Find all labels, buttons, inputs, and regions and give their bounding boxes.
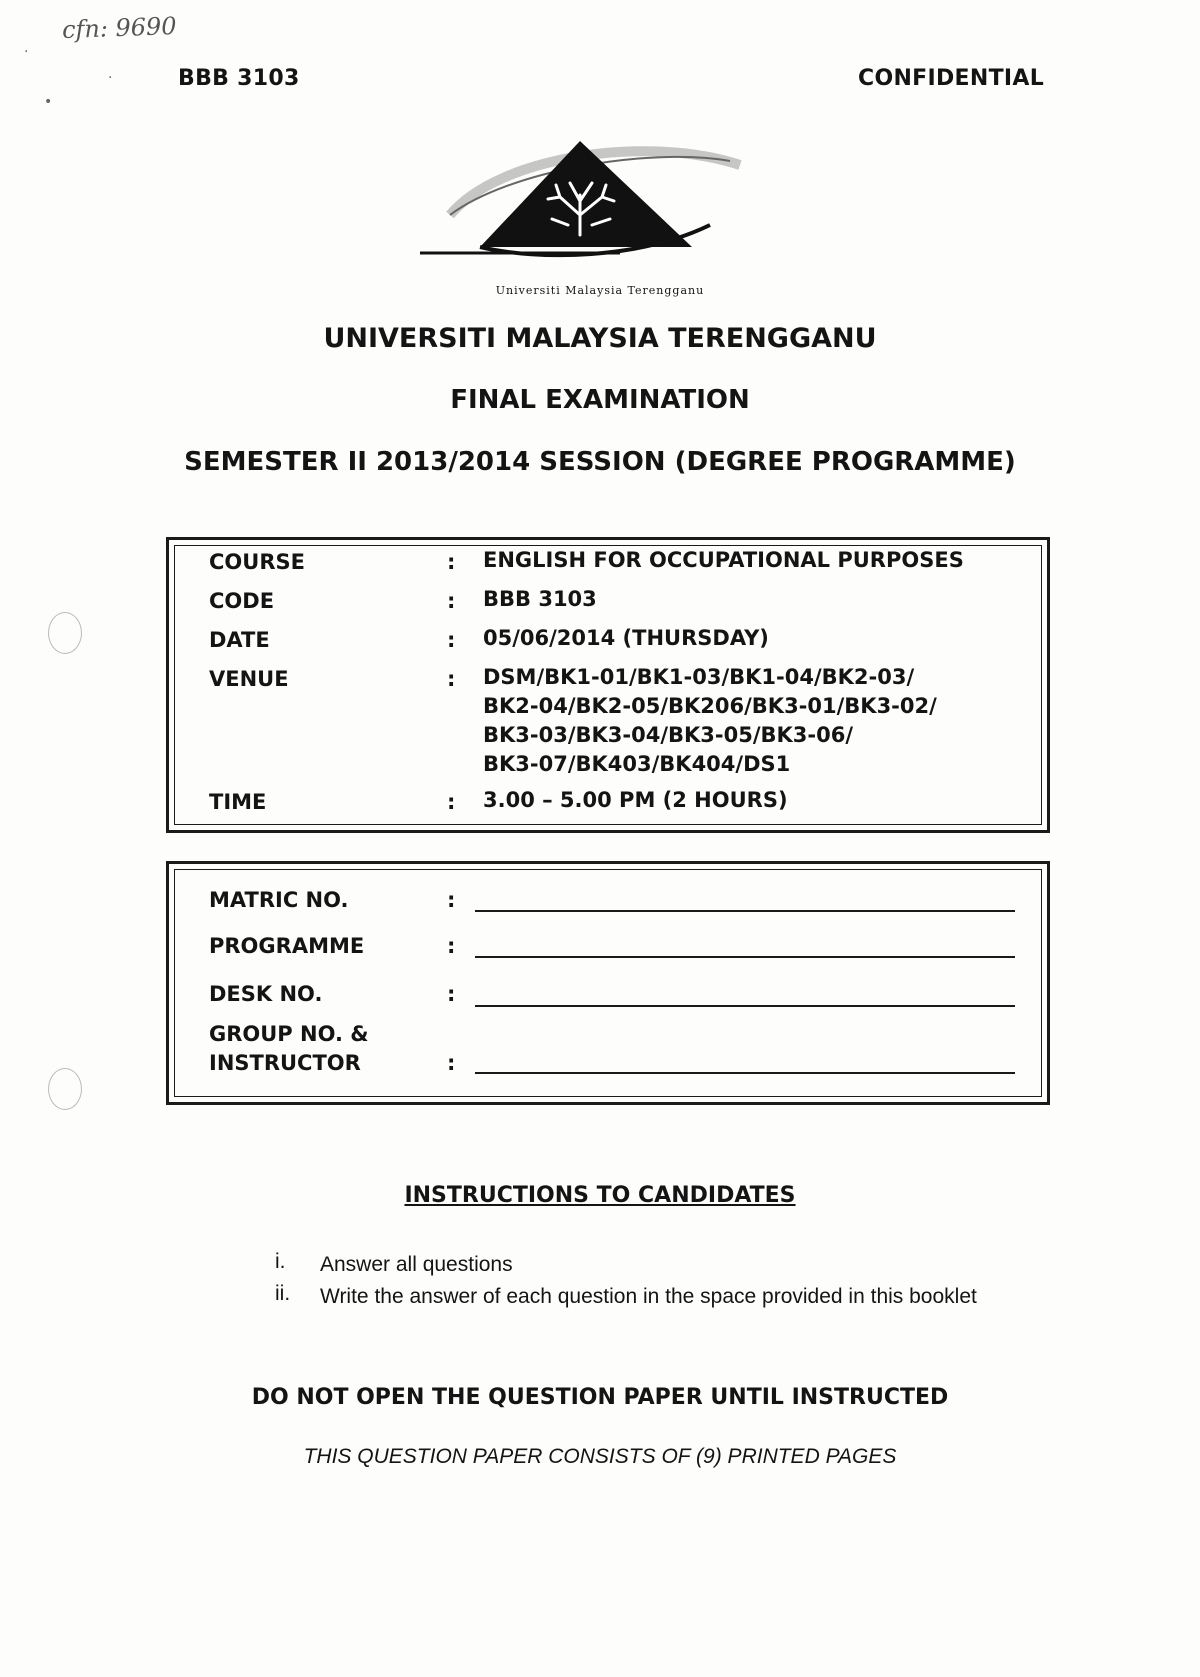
scan-speck: · [108, 70, 113, 86]
instruction-number: i. [275, 1250, 286, 1273]
programme-colon: : [447, 934, 456, 958]
candidate-form-box [166, 861, 1050, 1105]
group-label-line2: INSTRUCTOR [209, 1051, 361, 1075]
group-label-line1: GROUP NO. & [209, 1022, 369, 1046]
session-title: SEMESTER II 2013/2014 SESSION (DEGREE PROGRAMME) [184, 447, 1016, 477]
programme-field[interactable] [475, 956, 1015, 958]
venue-line: BK3-07/BK403/BK404/DS1 [483, 752, 791, 776]
venue-line: BK2-04/BK2-05/BK206/BK3-01/BK3-02/ [483, 694, 937, 718]
venue-line: BK3-03/BK3-04/BK3-05/BK3-06/ [483, 723, 854, 747]
desk-field[interactable] [475, 1005, 1015, 1007]
logo-caption: Universiti Malaysia Terengganu [495, 284, 705, 297]
matric-field[interactable] [475, 910, 1015, 912]
code-colon: : [447, 589, 456, 613]
do-not-open-warning: DO NOT OPEN THE QUESTION PAPER UNTIL INSTRUCTED [251, 1385, 949, 1410]
programme-label: PROGRAMME [209, 934, 365, 958]
university-logo [420, 135, 780, 275]
instruction-text: Write the answer of each question in the space provided in this booklet [320, 1285, 977, 1308]
course-colon: : [447, 550, 456, 574]
time-colon: : [447, 790, 456, 814]
instructions-heading: INSTRUCTIONS TO CANDIDATES [404, 1183, 796, 1208]
header-course-code: BBB 3103 [178, 66, 300, 91]
instruction-number: ii. [275, 1282, 291, 1305]
punch-hole [48, 612, 82, 654]
matric-label: MATRIC NO. [209, 888, 349, 912]
time-label: TIME [209, 790, 267, 814]
scan-speck: · [24, 44, 29, 60]
course-label: COURSE [209, 550, 305, 574]
venue-colon: : [447, 667, 456, 691]
page-count-note: THIS QUESTION PAPER CONSISTS OF (9) PRINTED PAGES [303, 1445, 897, 1468]
group-colon: : [447, 1051, 456, 1075]
date-value: 05/06/2014 (THURSDAY) [483, 626, 769, 650]
handwritten-note: cfn: 9690 [61, 12, 178, 44]
matric-colon: : [447, 888, 456, 912]
exam-title: FINAL EXAMINATION [450, 385, 750, 415]
course-value: ENGLISH FOR OCCUPATIONAL PURPOSES [483, 548, 964, 572]
instruction-text: Answer all questions [320, 1253, 513, 1276]
code-label: CODE [209, 589, 275, 613]
desk-label: DESK NO. [209, 982, 323, 1006]
date-colon: : [447, 628, 456, 652]
date-label: DATE [209, 628, 270, 652]
punch-hole [48, 1068, 82, 1110]
venue-label: VENUE [209, 667, 289, 691]
university-title: UNIVERSITI MALAYSIA TERENGGANU [323, 323, 877, 354]
code-value: BBB 3103 [483, 587, 597, 611]
scan-speck: • [44, 94, 53, 110]
header-confidential: CONFIDENTIAL [858, 66, 1045, 91]
time-value: 3.00 – 5.00 PM (2 HOURS) [483, 788, 788, 812]
group-instructor-field[interactable] [475, 1072, 1015, 1074]
exam-info-box [166, 537, 1050, 833]
venue-line: DSM/BK1-01/BK1-03/BK1-04/BK2-03/ [483, 665, 915, 689]
desk-colon: : [447, 982, 456, 1006]
